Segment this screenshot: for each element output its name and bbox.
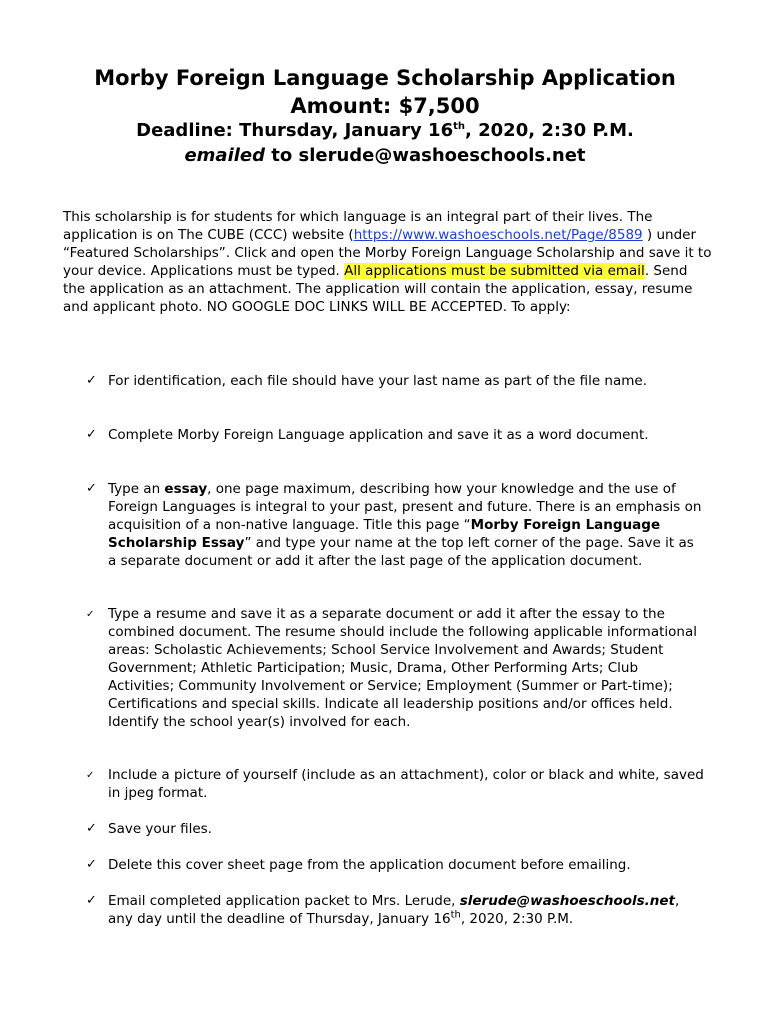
email-deadline-superscript: th	[450, 909, 461, 921]
list-item-delete-cover	[86, 856, 706, 874]
deadline-line	[0, 119, 770, 143]
email-requirement-highlight: All applications must be submitted via email	[344, 263, 645, 279]
intro-text-2: ) under “Featured Scholarships”. Click and open the Morby Foreign Language Scholarship and save it to your device. Applications must be typed.	[63, 227, 712, 279]
list-item-text	[108, 480, 706, 570]
intro-text-3: . Send the application as an attachment. The application will contain the application, essay, resume and applicant photo. NO GOOGLE DOC LINKS WILL BE ACCEPTED. To apply:	[63, 263, 693, 315]
email-text-post: , 2020, 2:30 P.M.	[460, 911, 574, 927]
cube-website-link[interactable]: https://www.washoeschools.net/Page/8589	[353, 227, 643, 243]
email-address: slerude@washoeschools.net	[459, 893, 676, 909]
essay-title-bold: Morby Foreign Language Scholarship Essay	[108, 517, 661, 551]
list-item-text: Type a resume and save it as a separate document or add it after the essay to the combined document. The resume should include the following applicable informational areas: Scholastic Achievements; School Service Involvement and Awards; Student Government; Athletic Participation; Music, Drama, Other Performing Arts; Club Activities; Community Involvement or Service; Employment (Summer or Part-time); Certifications and special skills. Indicate all leadership positions and/or offices held. Identify the school year(s) involved for each.	[108, 606, 697, 730]
essay-bold-word: essay	[164, 481, 208, 497]
list-item-picture	[86, 766, 706, 802]
essay-text-mid: , one page maximum, describing how your knowledge and the use of Foreign Languages is integral to your past, present and future. There is an emphasis on acquisition of a non-native language. Title this page “	[108, 481, 702, 533]
checkmark-icon: ✓	[86, 609, 95, 620]
document-title: Morby Foreign Language Scholarship Application	[94, 66, 676, 90]
essay-text-post: ” and type your name at the top left corner of the page. Save it as a separate document or add it after the last page of the application document.	[108, 535, 694, 569]
intro-text-1: This scholarship is for students for which language is an integral part of their lives. The application is on The CUBE (CCC) website (	[63, 209, 653, 243]
list-item-application	[86, 426, 706, 462]
checkmark-icon: ✓	[86, 373, 97, 388]
list-item-email	[86, 892, 706, 946]
deadline-prefix: Deadline: Thursday, January 16	[136, 120, 454, 141]
emailed-word: emailed	[184, 145, 265, 166]
intro-paragraph	[63, 208, 713, 316]
list-item-text: Include a picture of yourself (include as an attachment), color or black and white, saved in jpeg format.	[108, 767, 704, 801]
checkmark-icon: ✓	[86, 770, 95, 781]
email-text-mid: , any day until the deadline of Thursday, January 16	[108, 893, 680, 927]
list-item-save-files	[86, 820, 706, 838]
list-item-text: Delete this cover sheet page from the application document before emailing.	[108, 857, 631, 873]
essay-text-pre: Type an	[108, 481, 165, 497]
list-item-text: Save your files.	[108, 821, 212, 837]
scholarship-amount: Amount: $7,500	[290, 94, 480, 118]
list-item-text	[108, 892, 706, 928]
checkmark-icon: ✓	[86, 481, 97, 496]
checkmark-icon: ✓	[86, 857, 97, 872]
list-item-text: For identification, each file should have your last name as part of the file name.	[108, 373, 647, 389]
emailed-address: to slerude@washoeschools.net	[265, 145, 586, 166]
deadline-superscript: th	[453, 121, 466, 132]
emailed-line	[0, 144, 770, 168]
email-text-pre: Email completed application packet to Mrs. Lerude,	[108, 893, 460, 909]
checkmark-icon: ✓	[86, 821, 97, 836]
checkmark-icon: ✓	[86, 427, 97, 442]
list-item-identification	[86, 372, 706, 408]
deadline-suffix: , 2020, 2:30 P.M.	[465, 120, 634, 141]
checkmark-icon: ✓	[86, 893, 97, 908]
list-item-essay	[86, 480, 706, 588]
list-item-text: Complete Morby Foreign Language application and save it as a word document.	[108, 427, 649, 443]
list-item-resume	[86, 605, 706, 749]
